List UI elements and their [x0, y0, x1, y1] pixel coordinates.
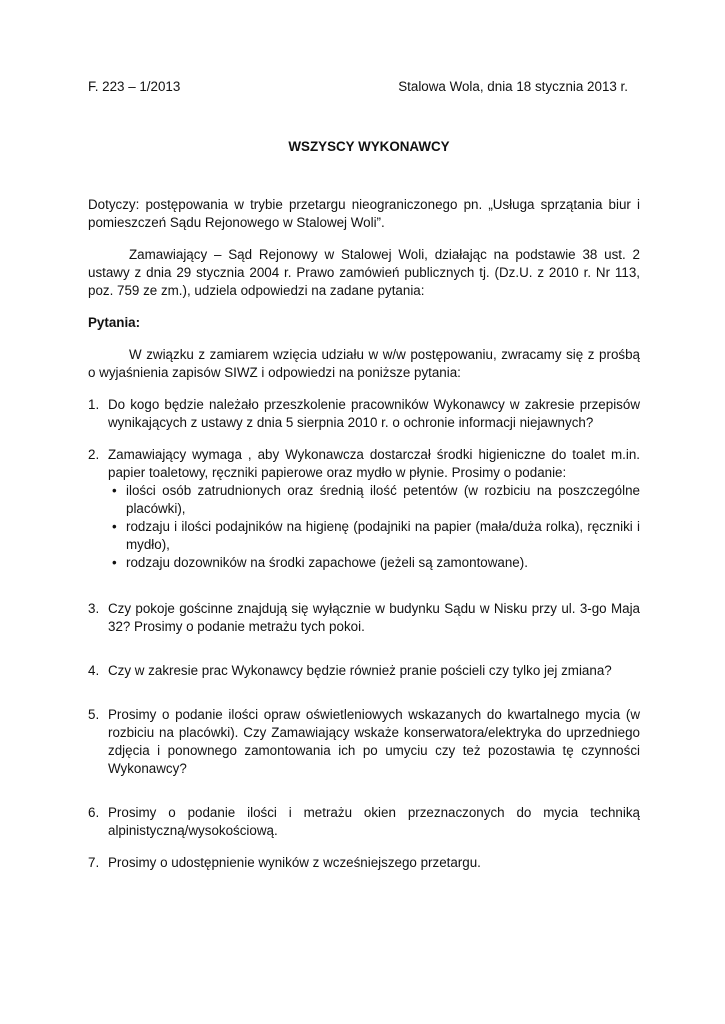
question-number: 4. [88, 663, 100, 678]
bullet-icon: • [112, 555, 117, 570]
bullet-item [108, 554, 640, 572]
questions-heading: Pytania: [88, 315, 141, 330]
question-text: Zamawiający wymaga , aby Wykonawcza dostarczał środki higieniczne do toalet m.in. papier toaletowy, ręczniki papierowe oraz mydło w płynie. Prosimy o podanie: [108, 447, 640, 480]
list-item [88, 662, 640, 680]
bullet-icon: • [112, 483, 117, 498]
bullet-text: ilości osób zatrudnionych oraz średnią ilość petentów (w rozbiciu na poszczególne placówki), [126, 483, 640, 516]
contracting-authority-paragraph: Zamawiający – Sąd Rejonowy w Stalowej Woli, działając na podstawie 38 ust. 2 ustawy z dnia 29 stycznia 2004 r. Prawo zamówień publicznych tj. (Dz.U. z 2010 r. Nr 113, poz. 759 ze zm.), udziela odpowiedzi na zadane pytania: [88, 247, 640, 298]
questions-list [88, 396, 640, 872]
question-number: 5. [88, 707, 100, 722]
list-item [88, 396, 640, 432]
question-text: Czy w zakresie prac Wykonawcy będzie również pranie pościeli czy tylko jej zmiana? [108, 663, 612, 678]
subject-paragraph: Dotyczy: postępowania w trybie przetargu nieograniczonego pn. „Usługa sprzątania biur i pomieszczeń Sądu Rejonowego w Stalowej Woli”. [88, 197, 640, 230]
document-page [88, 78, 640, 872]
document-header [88, 78, 640, 96]
list-item [88, 854, 640, 872]
question-number: 1. [88, 397, 100, 412]
question-text: Prosimy o podanie ilości i metrażu okien przeznaczonych do mycia techniką alpinistyczną/wysokościową. [108, 805, 640, 838]
question-number: 3. [88, 601, 100, 616]
addressee-title: WSZYSCY WYKONAWCY [288, 139, 450, 154]
list-item [88, 804, 640, 840]
question-bullets [108, 482, 640, 572]
bullet-text: rodzaju i ilości podajników na higienę (podajniki na papier (mała/duża rolka), ręczniki i mydło), [126, 519, 640, 552]
reference-number: F. 223 – 1/2013 [88, 79, 181, 94]
bullet-text: rodzaju dozowników na środki zapachowe (jeżeli są zamontowane). [126, 555, 528, 570]
list-item [88, 600, 640, 636]
place-and-date: Stalowa Wola, dnia 18 stycznia 2013 r. [398, 79, 628, 94]
intro-paragraph: W związku z zamiarem wzięcia udziału w w/w postępowaniu, zwracamy się z prośbą o wyjaśnienia zapisów SIWZ i odpowiedzi na poniższe pytania: [88, 347, 640, 380]
question-text: Prosimy o udostępnienie wyników z wcześniejszego przetargu. [108, 855, 481, 870]
question-text: Czy pokoje gościnne znajdują się wyłącznie w budynku Sądu w Nisku przy ul. 3-go Maja 32? Prosimy o podanie metrażu tych pokoi. [108, 601, 640, 634]
question-number: 6. [88, 805, 100, 820]
question-number: 7. [88, 855, 100, 870]
question-text: Do kogo będzie należało przeszkolenie pracowników Wykonawcy w zakresie przepisów wynikających z ustawy z dnia 5 sierpnia 2010 r. o ochronie informacji niejawnych? [108, 397, 640, 430]
bullet-item [108, 518, 640, 554]
list-item [88, 706, 640, 778]
list-item [88, 446, 640, 572]
bullet-icon: • [112, 519, 117, 534]
question-text: Prosimy o podanie ilości opraw oświetleniowych wskazanych do kwartalnego mycia (w rozbiciu na placówki). Czy Zamawiający wskaże konserwatora/elektryka do uprzedniego zdjęcia i ponownego zamontowania ich po umyciu czy też pozostawia tę czynności Wykonawcy? [108, 707, 640, 776]
bullet-item [108, 482, 640, 518]
question-number: 2. [88, 447, 100, 462]
